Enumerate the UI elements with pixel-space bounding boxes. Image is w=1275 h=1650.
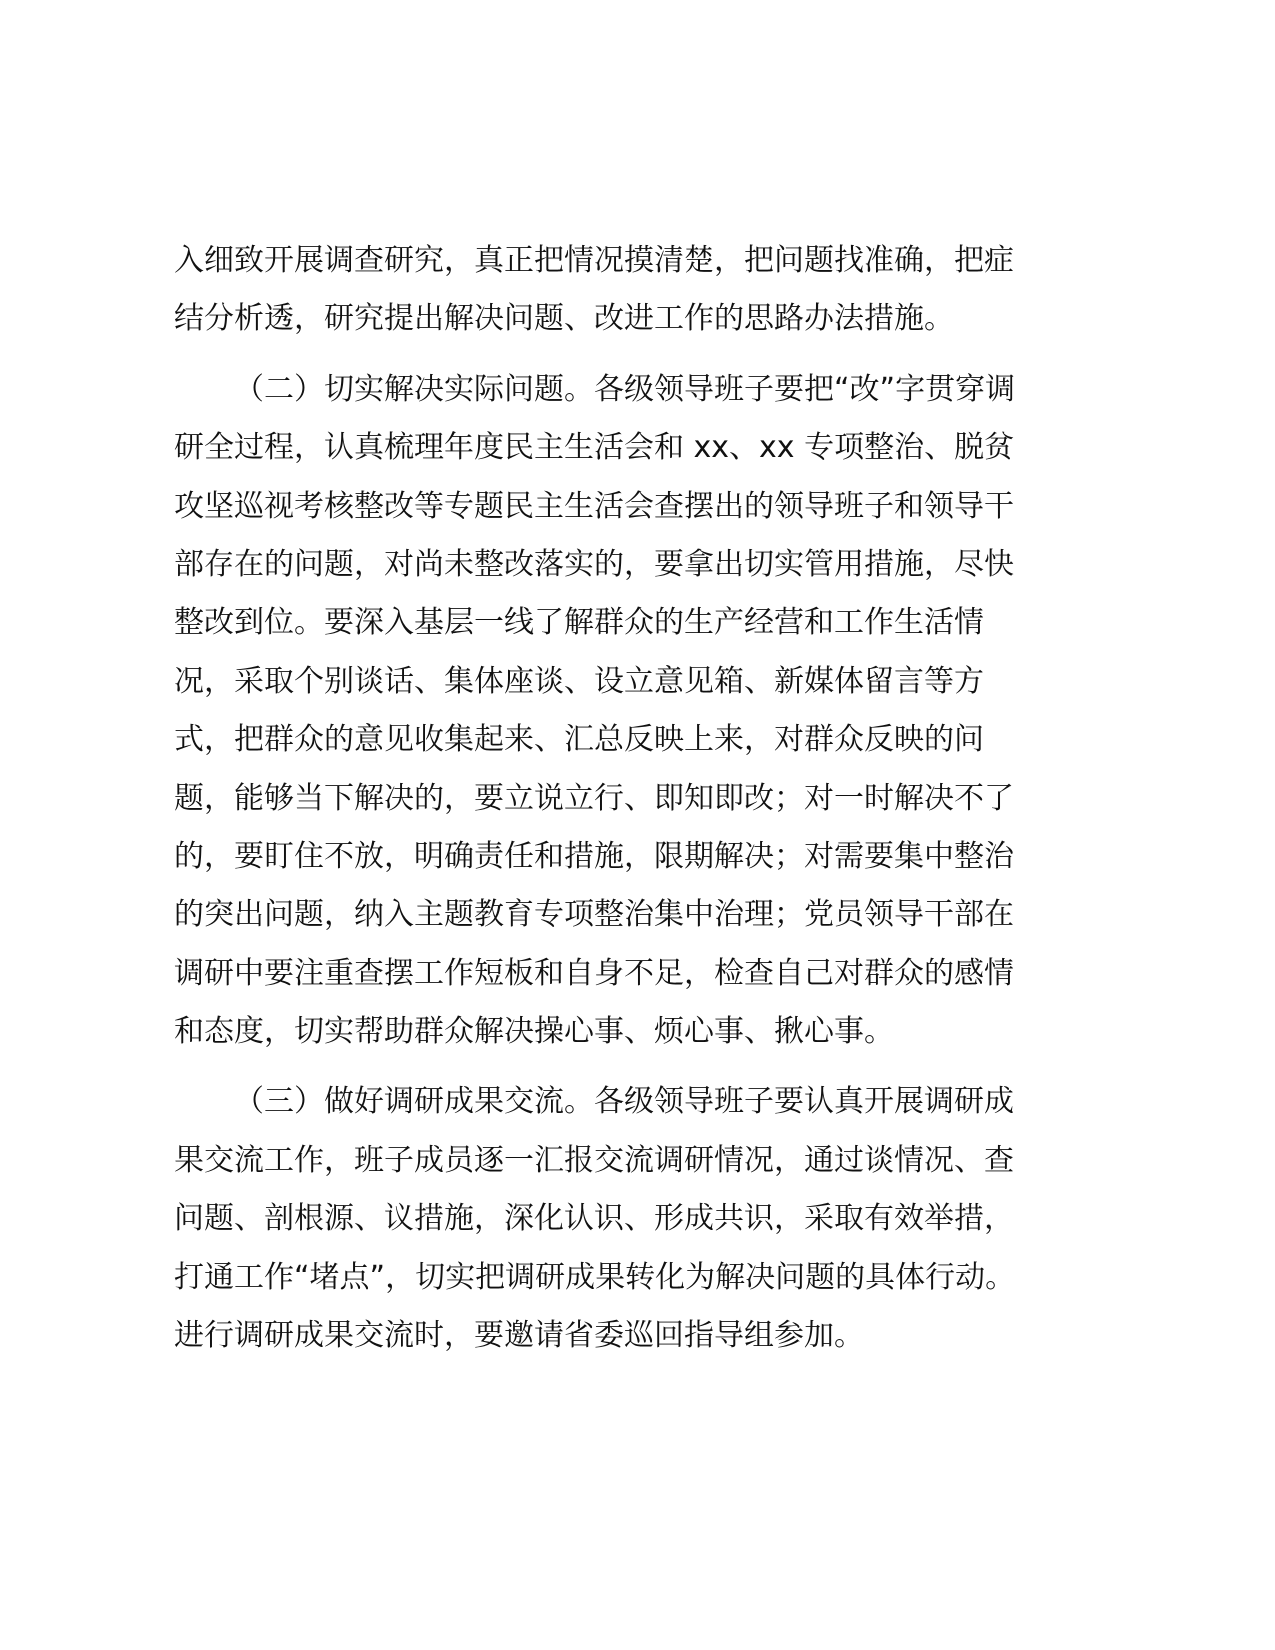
paragraph-continuation — [174, 232, 1106, 349]
text-line: 题，能够当下解决的，要立说立行、即知即改；对一时解决不了 — [174, 780, 1014, 816]
text-line: 打通工作“堵点”，切实把调研成果转化为解决问题的具体行动。 — [174, 1259, 1016, 1295]
paragraph-section-2 — [174, 361, 1106, 1062]
text-line: 问题、剖根源、议措施，深化认识、形成共识，采取有效举措， — [174, 1201, 1014, 1237]
paragraph-spacing — [174, 349, 1106, 361]
text-line: 部存在的问题，对尚未整改落实的，要拿出切实管用措施，尽快 — [174, 546, 1014, 582]
paragraph-spacing — [174, 1061, 1106, 1073]
text-line: 结分析透，研究提出解决问题、改进工作的思路办法措施。 — [174, 301, 954, 337]
text-line: 的突出问题，纳入主题教育专项整治集中治理；党员领导干部在 — [174, 897, 1014, 933]
document-body — [174, 232, 1106, 1365]
text-line: 研全过程，认真梳理年度民主生活会和 xx、xx 专项整治、脱贫 — [174, 430, 1015, 466]
text-line: 入细致开展调查研究，真正把情况摸清楚，把问题找准确，把症 — [174, 243, 1014, 278]
text-line: 况，采取个别谈话、集体座谈、设立意见箱、新媒体留言等方 — [174, 663, 984, 699]
text-line: 整改到位。要深入基层一线了解群众的生产经营和工作生活情 — [174, 605, 984, 641]
text-line: 调研中要注重查摆工作短板和自身不足，检查自己对群众的感情 — [174, 955, 1014, 991]
paragraph-section-3 — [174, 1073, 1106, 1365]
text-line: 和态度，切实帮助群众解决操心事、烦心事、揪心事。 — [174, 1014, 894, 1050]
text-line: 的，要盯住不放，明确责任和措施，限期解决；对需要集中整治 — [174, 838, 1014, 874]
text-line: 进行调研成果交流时，要邀请省委巡回指导组参加。 — [174, 1318, 864, 1354]
text-line: 果交流工作，班子成员逐一汇报交流调研情况，通过谈情况、查 — [174, 1142, 1014, 1178]
text-line: 式，把群众的意见收集起来、汇总反映上来，对群众反映的问 — [174, 722, 984, 758]
section-heading-line: （三）做好调研成果交流。各级领导班子要认真开展调研成 — [234, 1084, 1014, 1120]
section-heading-line: （二）切实解决实际问题。各级领导班子要把“改”字贯穿调 — [234, 371, 1016, 407]
text-line: 攻坚巡视考核整改等专题民主生活会查摆出的领导班子和领导干 — [174, 488, 1014, 524]
